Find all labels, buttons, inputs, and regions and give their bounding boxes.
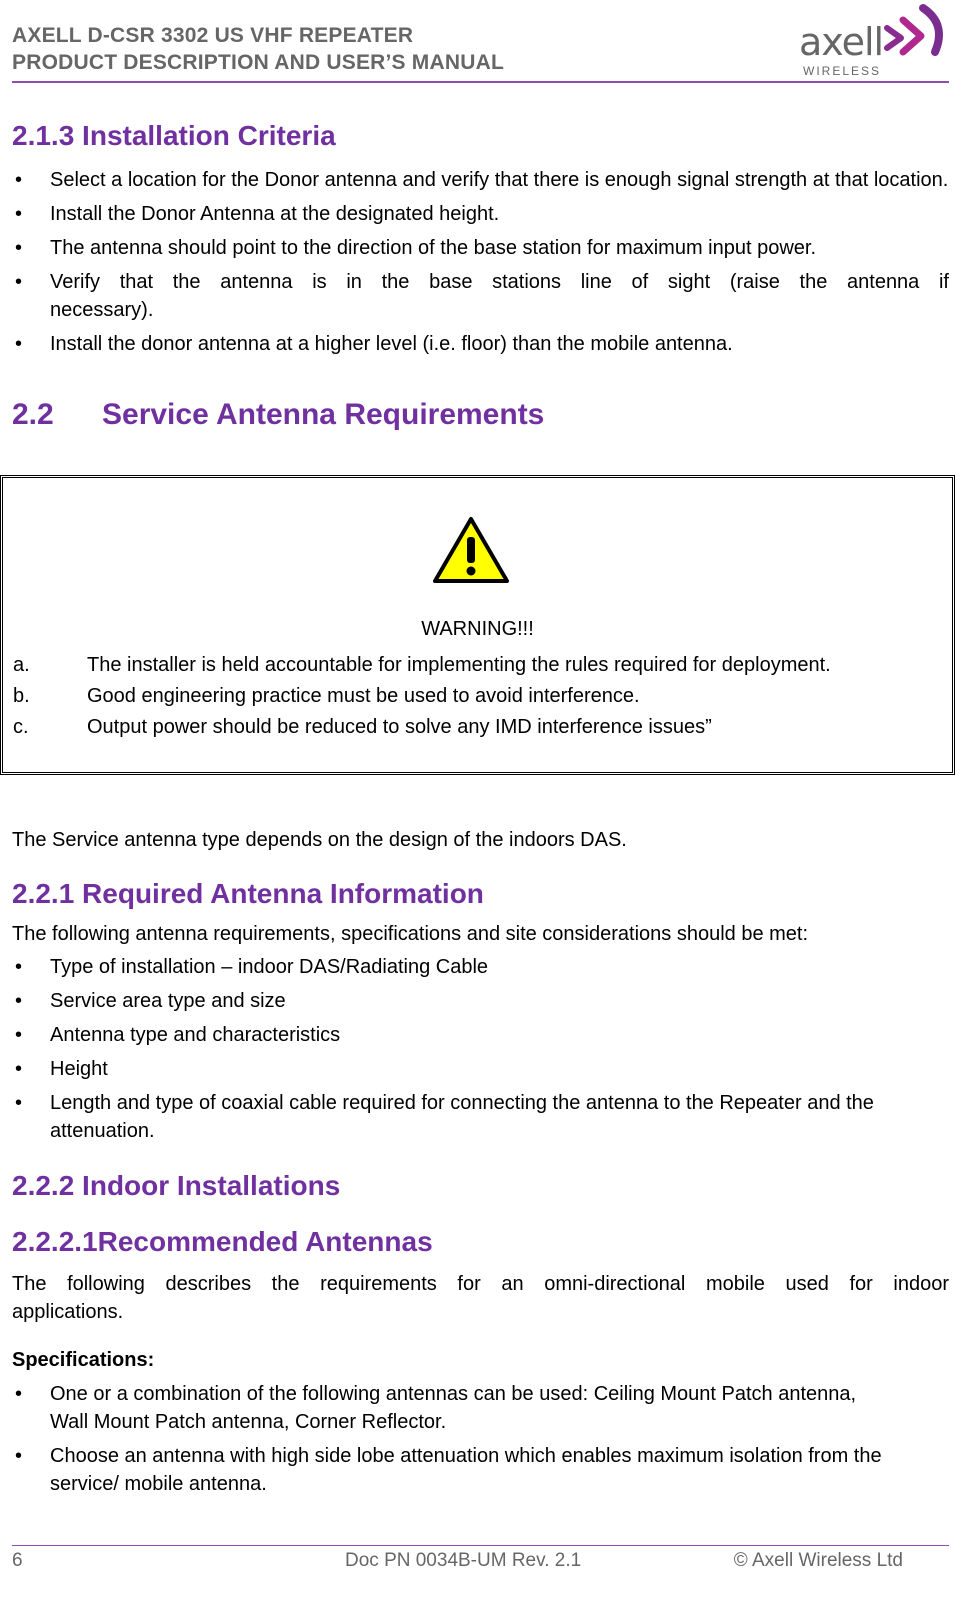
bullet-dot: •	[15, 1445, 23, 1467]
section-2-2-1-title: 2.2.1 Required Antenna Information	[12, 878, 484, 909]
section-2-2-title	[12, 398, 544, 432]
installation-criteria-list	[12, 166, 949, 364]
bullet-dot: •	[15, 1092, 23, 1114]
bullet-dot: •	[15, 237, 23, 259]
list-item-text: Install the Donor Antenna at the designated height.	[50, 203, 500, 225]
doc-number: Doc PN 0034B-UM Rev. 2.1	[345, 1550, 582, 1571]
list-item	[12, 268, 949, 324]
list-item-text: Antenna type and characteristics	[50, 1024, 341, 1046]
section-2-1-3-title: 2.1.3 Installation Criteria	[12, 120, 336, 151]
list-item-text: Service area type and size	[50, 990, 286, 1012]
warning-item	[13, 712, 942, 743]
warning-item-label: a.	[13, 654, 30, 676]
section-2-2-2-1-title: 2.2.2.1Recommended Antennas	[12, 1226, 433, 1257]
section-number: 2.2	[12, 398, 54, 431]
list-item	[12, 330, 949, 358]
list-item	[12, 1380, 949, 1436]
warning-title: WARNING!!!	[421, 618, 534, 640]
axell-wireless-logo	[795, 2, 955, 78]
copyright: © Axell Wireless Ltd	[733, 1550, 903, 1571]
warning-item-text: Good engineering practice must be used to avoid interference.	[87, 685, 640, 707]
bullet-dot: •	[15, 990, 23, 1012]
section-2-2-2-title: 2.2.2 Indoor Installations	[12, 1170, 341, 1201]
list-item-text: Type of installation – indoor DAS/Radiating Cable	[50, 956, 489, 978]
bullet-dot: •	[15, 169, 23, 191]
specifications-label: Specifications:	[12, 1349, 155, 1371]
bullet-dot: •	[15, 203, 23, 225]
warning-item-text: The installer is held accountable for implementing the rules required for deployment.	[87, 654, 831, 676]
bullet-dot: •	[15, 271, 23, 293]
warning-item	[13, 650, 942, 681]
list-item	[12, 1442, 949, 1498]
warning-box	[0, 475, 955, 775]
list-item	[12, 1021, 949, 1049]
list-item-text: One or a combination of the following antennas can be used: Ceiling Mount Patch antenna, Wall Mount Patch antenna, Corner Reflector.	[50, 1383, 857, 1433]
header-rule	[12, 81, 949, 83]
list-item-text: Install the donor antenna at a higher level (i.e. floor) than the mobile antenna.	[50, 333, 733, 355]
warning-triangle-icon	[431, 515, 511, 585]
list-item-text: Choose an antenna with high side lobe attenuation which enables maximum isolation from the service/ mobile antenna.	[50, 1445, 882, 1495]
page-number: 6	[12, 1550, 23, 1571]
bullet-dot: •	[15, 1024, 23, 1046]
recommended-antennas-intro: The following describes the requirements for an omni-directional mobile used for indoor applications.	[12, 1273, 949, 1323]
service-antenna-paragraph: The Service antenna type depends on the design of the indoors DAS.	[12, 829, 627, 851]
bullet-dot: •	[15, 1058, 23, 1080]
header-line-1: AXELL D-CSR 3302 US VHF REPEATER	[12, 24, 414, 47]
list-item-text: The antenna should point to the direction of the base station for maximum input power.	[50, 237, 817, 259]
bullet-dot: •	[15, 956, 23, 978]
warning-item-label: b.	[13, 685, 30, 707]
warning-item-label: c.	[13, 716, 29, 738]
required-info-intro: The following antenna requirements, specifications and site considerations should be met:	[12, 923, 809, 945]
warning-item	[13, 681, 942, 712]
running-header	[12, 22, 504, 76]
list-item-text: Select a location for the Donor antenna and verify that there is enough signal strength at that location.	[50, 169, 949, 191]
list-item	[12, 987, 949, 1015]
list-item	[12, 1089, 949, 1145]
specifications-list	[12, 1380, 949, 1504]
list-item	[12, 200, 949, 228]
required-info-list	[12, 953, 949, 1151]
list-item-text: Height	[50, 1058, 108, 1080]
list-item-text: Length and type of coaxial cable required for connecting the antenna to the Repeater and the attenuation.	[50, 1092, 874, 1142]
list-item	[12, 166, 949, 194]
logo-text: axell	[799, 20, 884, 64]
warning-item-text: Output power should be reduced to solve any IMD interference issues”	[87, 716, 712, 738]
list-item	[12, 1055, 949, 1083]
logo-chevrons-icon	[883, 2, 955, 62]
list-item-text: Verify that the antenna is in the base stations line of sight (raise the antenna if necessary).	[50, 271, 949, 321]
section-title-text: Service Antenna Requirements	[102, 398, 545, 431]
bullet-dot: •	[15, 1383, 23, 1405]
footer-rule	[12, 1545, 949, 1546]
bullet-dot: •	[15, 333, 23, 355]
warning-list	[13, 650, 942, 743]
logo-subtext: WIRELESS	[803, 64, 882, 78]
list-item	[12, 234, 949, 262]
header-line-2: PRODUCT DESCRIPTION AND USER’S MANUAL	[12, 51, 504, 74]
list-item	[12, 953, 949, 981]
